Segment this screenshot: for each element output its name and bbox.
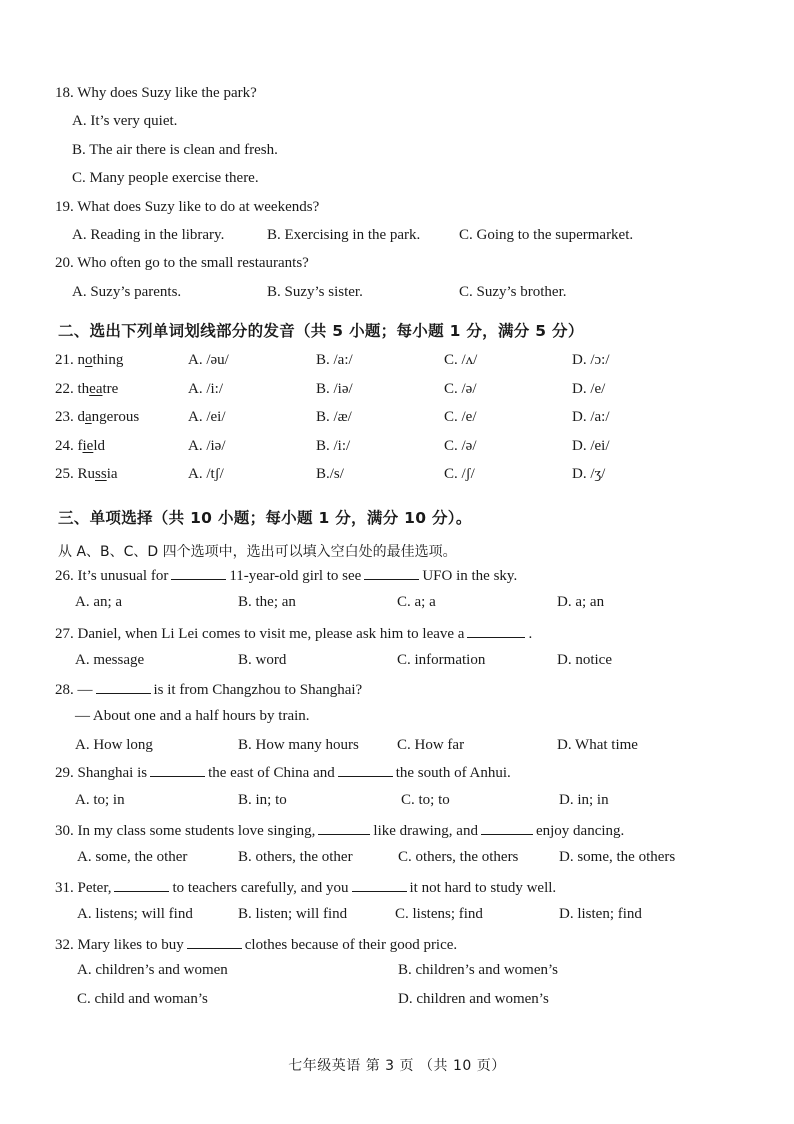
question-29: 29. Shanghai is the east of China and the south of Anhui. (55, 762, 511, 782)
q19-option-a: A. Reading in the library. (72, 227, 225, 243)
q32-option-d: D. children and women’s (398, 991, 549, 1007)
phonetics-option-c: C. /e/ (444, 409, 477, 425)
q30-option-d: D. some, the others (559, 849, 676, 865)
answer-blank (352, 877, 407, 892)
answer-blank (96, 679, 151, 694)
phonetics-option-c: C. /ə/ (444, 381, 477, 397)
answer-blank (114, 877, 169, 892)
q27-option-d: D. notice (557, 652, 612, 668)
phonetics-word: 22. theatre (55, 381, 119, 397)
q32-option-c: C. child and woman’s (77, 991, 208, 1007)
section-3-title: 三、单项选择（共 10 小题；每小题 1 分，满分 10 分）。 (58, 509, 472, 527)
question-19: 19. What does Suzy like to do at weekends? (55, 199, 320, 215)
phonetics-option-d: D. /ʒ/ (572, 466, 606, 482)
phonetics-option-d: D. /ɔ:/ (572, 352, 610, 368)
phonetics-option-a: A. /əu/ (188, 352, 229, 368)
phonetics-option-b: B. /æ/ (316, 409, 352, 425)
q31-option-b: B. listen; will find (238, 906, 348, 922)
answer-blank (187, 934, 242, 949)
q28-option-b: B. How many hours (238, 737, 359, 753)
phonetics-option-d: D. /e/ (572, 381, 606, 397)
phonetics-option-c: C. /ʌ/ (444, 352, 478, 368)
q27-option-a: A. message (75, 652, 145, 668)
q27-option-c: C. information (397, 652, 486, 668)
phonetics-option-b: B. /i:/ (316, 438, 351, 454)
q26-option-c: C. a; a (397, 594, 436, 610)
phonetics-option-b: B./s/ (316, 466, 344, 482)
q29-option-d: D. in; in (559, 792, 609, 808)
phonetics-option-d: D. /a:/ (572, 409, 610, 425)
q29-option-c: C. to; to (401, 792, 450, 808)
phonetics-word: 23. dangerous (55, 409, 140, 425)
answer-blank (481, 820, 533, 835)
q31-option-a: A. listens; will find (77, 906, 193, 922)
q28-option-c: C. How far (397, 737, 465, 753)
phonetics-option-a: A. /tʃ/ (188, 466, 224, 482)
phonetics-option-a: A. /i:/ (188, 381, 224, 397)
answer-blank (467, 623, 525, 638)
q20-option-a: A. Suzy’s parents. (72, 284, 182, 300)
section-2-title: 二、选出下列单词划线部分的发音（共 5 小题；每小题 1 分，满分 5 分） (58, 322, 584, 340)
q29-option-b: B. in; to (238, 792, 287, 808)
answer-blank (364, 565, 419, 580)
question-18: 18. Why does Suzy like the park? (55, 85, 257, 101)
phonetics-option-b: B. /iə/ (316, 381, 353, 397)
question-27: 27. Daniel, when Li Lei comes to visit me, please ask him to leave a . (55, 623, 532, 643)
phonetics-option-c: C. /ʃ/ (444, 466, 475, 482)
phonetics-option-a: A. /iə/ (188, 438, 226, 454)
section-3-instruction: 从 A、B、C、D 四个选项中，选出可以填入空白处的最佳选项。 (58, 544, 457, 560)
question-28: 28. — is it from Changzhou to Shanghai? (55, 679, 362, 699)
question-31: 31. Peter, to teachers carefully, and you it not hard to study well. (55, 877, 556, 897)
phonetics-word: 21. nothing (55, 352, 124, 368)
phonetics-option-a: A. /ei/ (188, 409, 226, 425)
q30-option-b: B. others, the other (238, 849, 353, 865)
q31-option-c: C. listens; find (395, 906, 483, 922)
q19-option-c: C. Going to the supermarket. (459, 227, 634, 243)
q32-option-b: B. children’s and women’s (398, 962, 558, 978)
page-footer: 七年级英语 第 3 页 （共 10 页） (288, 1058, 506, 1074)
question-32: 32. Mary likes to buy clothes because of their good price. (55, 934, 457, 954)
phonetics-option-d: D. /ei/ (572, 438, 610, 454)
q32-option-a: A. children’s and women (77, 962, 228, 978)
q26-option-b: B. the; an (238, 594, 296, 610)
question-30: 30. In my class some students love singing, like drawing, and enjoy dancing. (55, 820, 624, 840)
q18-option-b: B. The air there is clean and fresh. (72, 142, 278, 158)
answer-blank (171, 565, 226, 580)
answer-blank (338, 762, 393, 777)
q30-option-c: C. others, the others (398, 849, 519, 865)
q26-option-d: D. a; an (557, 594, 605, 610)
q28-option-a: A. How long (75, 737, 153, 753)
q31-option-d: D. listen; find (559, 906, 642, 922)
q28-reply: — About one and a half hours by train. (75, 708, 310, 724)
phonetics-option-b: B. /a:/ (316, 352, 353, 368)
question-26: 26. It’s unusual for 11-year-old girl to see UFO in the sky. (55, 565, 517, 585)
phonetics-option-c: C. /ə/ (444, 438, 477, 454)
question-20: 20. Who often go to the small restaurants? (55, 255, 309, 271)
q26-option-a: A. an; a (75, 594, 123, 610)
answer-blank (318, 820, 370, 835)
phonetics-word: 24. field (55, 438, 105, 454)
answer-blank (150, 762, 205, 777)
q27-option-b: B. word (238, 652, 287, 668)
q19-option-b: B. Exercising in the park. (267, 227, 421, 243)
q20-option-b: B. Suzy’s sister. (267, 284, 363, 300)
q18-option-c: C. Many people exercise there. (72, 170, 259, 186)
q28-option-d: D. What time (557, 737, 638, 753)
q20-option-c: C. Suzy’s brother. (459, 284, 567, 300)
q30-option-a: A. some, the other (77, 849, 188, 865)
q29-option-a: A. to; in (75, 792, 125, 808)
q18-option-a: A. It’s very quiet. (72, 113, 178, 129)
phonetics-word: 25. Russia (55, 466, 118, 482)
